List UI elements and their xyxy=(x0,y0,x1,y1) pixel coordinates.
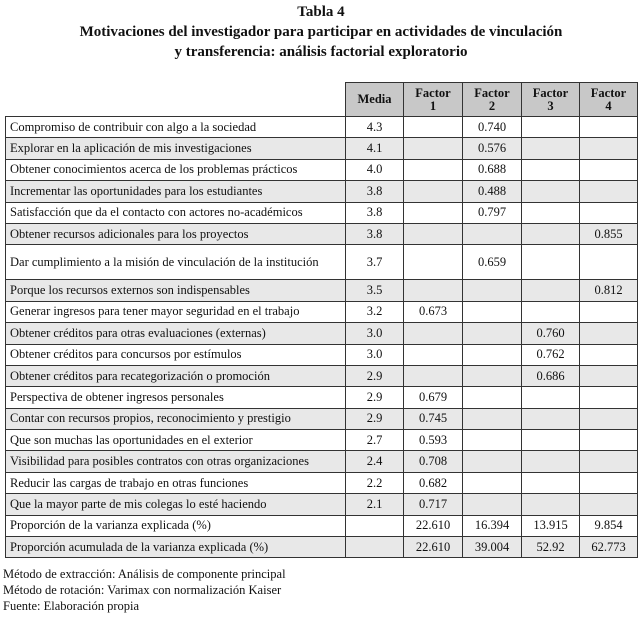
header-factor-4 xyxy=(580,83,638,117)
table-row xyxy=(6,408,638,429)
row-label: Proporción acumulada de la varianza explicada (%) xyxy=(6,537,346,558)
header-factor-4-word: Factor xyxy=(590,85,627,100)
cell-factor-4 xyxy=(580,159,638,180)
cell-factor-1: 0.717 xyxy=(404,494,463,515)
cell-factor-3: 0.762 xyxy=(522,344,580,365)
cell-factor-3 xyxy=(522,408,580,429)
table-row xyxy=(6,280,638,301)
header-factor-1-number: 1 xyxy=(429,98,437,113)
factor-analysis-table xyxy=(5,82,638,558)
cell-factor-1 xyxy=(404,181,463,202)
row-label: Obtener créditos para otras evaluaciones (externas) xyxy=(6,323,346,344)
cell-factor-1 xyxy=(404,365,463,386)
cell-factor-4 xyxy=(580,202,638,223)
cell-factor-3 xyxy=(522,181,580,202)
cell-factor-2 xyxy=(463,301,522,322)
header-media: Media xyxy=(346,83,404,117)
header-factor-3-number: 3 xyxy=(547,98,554,113)
cell-media: 4.3 xyxy=(346,117,404,138)
table-title-line-1: Motivaciones del investigador para participar en actividades de vinculación xyxy=(79,24,563,40)
table-title-line-2: y transferencia: análisis factorial exploratorio xyxy=(174,44,468,60)
row-label: Contar con recursos propios, reconocimiento y prestigio xyxy=(6,408,346,429)
row-label: Dar cumplimiento a la misión de vinculación de la institución xyxy=(6,245,346,280)
cell-factor-1: 0.682 xyxy=(404,472,463,493)
cell-factor-2: 39.004 xyxy=(463,537,522,558)
table-row xyxy=(6,202,638,223)
row-label: Que la mayor parte de mis colegas lo esté haciendo xyxy=(6,494,346,515)
table-row xyxy=(6,451,638,472)
header-factor-3 xyxy=(522,83,580,117)
cell-factor-3 xyxy=(522,117,580,138)
note-source: Fuente: Elaboración propia xyxy=(3,599,140,613)
cell-media: 3.8 xyxy=(346,223,404,244)
note-rotation-method: Método de rotación: Varimax con normalización Kaiser xyxy=(3,583,282,597)
table-row xyxy=(6,223,638,244)
cell-factor-4 xyxy=(580,323,638,344)
cell-factor-4 xyxy=(580,245,638,280)
cell-factor-2: 0.488 xyxy=(463,181,522,202)
cell-factor-4: 0.855 xyxy=(580,223,638,244)
cell-media: 4.0 xyxy=(346,159,404,180)
cell-factor-1: 0.708 xyxy=(404,451,463,472)
cell-media: 3.5 xyxy=(346,280,404,301)
cell-media: 2.7 xyxy=(346,430,404,451)
cell-factor-2 xyxy=(463,451,522,472)
cell-factor-4: 0.812 xyxy=(580,280,638,301)
cell-media: 2.1 xyxy=(346,494,404,515)
cell-factor-4 xyxy=(580,344,638,365)
cell-media: 3.2 xyxy=(346,301,404,322)
cell-factor-4 xyxy=(580,117,638,138)
table-row xyxy=(6,323,638,344)
cell-factor-2: 0.688 xyxy=(463,159,522,180)
cell-factor-1 xyxy=(404,159,463,180)
cell-factor-1: 22.610 xyxy=(404,515,463,536)
cell-factor-3 xyxy=(522,245,580,280)
cell-factor-2 xyxy=(463,223,522,244)
cell-factor-2 xyxy=(463,344,522,365)
cell-factor-3: 0.760 xyxy=(522,323,580,344)
cell-factor-3 xyxy=(522,430,580,451)
cell-factor-1 xyxy=(404,202,463,223)
cell-factor-4 xyxy=(580,301,638,322)
cell-factor-2 xyxy=(463,323,522,344)
cell-factor-2 xyxy=(463,408,522,429)
cell-factor-3 xyxy=(522,472,580,493)
table-row xyxy=(6,430,638,451)
cell-factor-1: 0.593 xyxy=(404,430,463,451)
row-label: Satisfacción que da el contacto con actores no-académicos xyxy=(6,202,346,223)
header-factor-1-word: Factor xyxy=(415,85,451,100)
table-row xyxy=(6,117,638,138)
row-label: Proporción de la varianza explicada (%) xyxy=(6,515,346,536)
cell-factor-3 xyxy=(522,451,580,472)
cell-media xyxy=(346,515,404,536)
cell-factor-3 xyxy=(522,301,580,322)
cell-factor-2 xyxy=(463,472,522,493)
header-factor-2 xyxy=(463,83,522,117)
cell-media: 2.9 xyxy=(346,365,404,386)
cell-factor-4 xyxy=(580,451,638,472)
table-notes xyxy=(3,566,286,614)
cell-media xyxy=(346,537,404,558)
header-factor-1 xyxy=(404,83,463,117)
table-number: Tabla 4 xyxy=(297,4,345,20)
cell-factor-3: 13.915 xyxy=(522,515,580,536)
table-row xyxy=(6,181,638,202)
cell-factor-4 xyxy=(580,472,638,493)
table-row xyxy=(6,365,638,386)
cell-factor-4: 62.773 xyxy=(580,537,638,558)
cell-factor-2: 16.394 xyxy=(463,515,522,536)
cell-factor-1: 0.745 xyxy=(404,408,463,429)
table-row xyxy=(6,387,638,408)
cell-factor-1 xyxy=(404,323,463,344)
header-factor-4-number: 4 xyxy=(605,98,612,113)
row-label: Perspectiva de obtener ingresos personales xyxy=(6,387,346,408)
cell-factor-4: 9.854 xyxy=(580,515,638,536)
cell-factor-1: 0.673 xyxy=(404,301,463,322)
cell-factor-1: 22.610 xyxy=(404,537,463,558)
row-label: Obtener conocimientos acerca de los problemas prácticos xyxy=(6,159,346,180)
cell-media: 3.8 xyxy=(346,181,404,202)
cell-factor-2: 0.576 xyxy=(463,138,522,159)
cell-factor-3 xyxy=(522,387,580,408)
cell-media: 4.1 xyxy=(346,138,404,159)
cell-factor-1 xyxy=(404,138,463,159)
cell-media: 3.0 xyxy=(346,323,404,344)
table-row xyxy=(6,472,638,493)
row-label: Explorar en la aplicación de mis investigaciones xyxy=(6,138,346,159)
cell-factor-3: 0.686 xyxy=(522,365,580,386)
cell-factor-2 xyxy=(463,387,522,408)
cell-factor-4 xyxy=(580,430,638,451)
cell-factor-2 xyxy=(463,365,522,386)
cell-factor-4 xyxy=(580,138,638,159)
table-row xyxy=(6,159,638,180)
cell-media: 2.4 xyxy=(346,451,404,472)
table-title-block xyxy=(0,0,642,62)
cell-factor-1 xyxy=(404,280,463,301)
cell-media: 3.8 xyxy=(346,202,404,223)
row-label: Incrementar las oportunidades para los estudiantes xyxy=(6,181,346,202)
cell-factor-3 xyxy=(522,202,580,223)
table-row xyxy=(6,344,638,365)
cell-factor-2 xyxy=(463,494,522,515)
cell-factor-2: 0.740 xyxy=(463,117,522,138)
cell-factor-2 xyxy=(463,280,522,301)
cell-factor-2: 0.659 xyxy=(463,245,522,280)
cumulative-variance-row xyxy=(6,537,638,558)
cell-factor-1 xyxy=(404,223,463,244)
cell-factor-4 xyxy=(580,494,638,515)
cell-media: 2.2 xyxy=(346,472,404,493)
cell-factor-4 xyxy=(580,408,638,429)
cell-factor-1: 0.679 xyxy=(404,387,463,408)
cell-factor-4 xyxy=(580,181,638,202)
cell-factor-3 xyxy=(522,159,580,180)
cell-factor-1 xyxy=(404,344,463,365)
cell-factor-4 xyxy=(580,387,638,408)
table-row xyxy=(6,138,638,159)
cell-media: 2.9 xyxy=(346,408,404,429)
cell-factor-1 xyxy=(404,245,463,280)
row-label: Visibilidad para posibles contratos con otras organizaciones xyxy=(6,451,346,472)
header-row xyxy=(6,83,638,117)
table-row xyxy=(6,301,638,322)
header-factor-3-word: Factor xyxy=(532,85,569,100)
row-label: Generar ingresos para tener mayor seguridad en el trabajo xyxy=(6,301,346,322)
cell-factor-2: 0.797 xyxy=(463,202,522,223)
row-label: Que son muchas las oportunidades en el exterior xyxy=(6,430,346,451)
row-label: Obtener recursos adicionales para los proyectos xyxy=(6,223,346,244)
cell-factor-4 xyxy=(580,365,638,386)
table-row xyxy=(6,494,638,515)
row-label: Obtener créditos para recategorización o promoción xyxy=(6,365,346,386)
row-label: Porque los recursos externos son indispensables xyxy=(6,280,346,301)
cell-factor-3 xyxy=(522,494,580,515)
header-factor-2-number: 2 xyxy=(488,98,496,113)
row-label: Obtener créditos para concursos por estímulos xyxy=(6,344,346,365)
row-label: Reducir las cargas de trabajo en otras funciones xyxy=(6,472,346,493)
cell-factor-2 xyxy=(463,430,522,451)
variance-row xyxy=(6,515,638,536)
header-blank-cell xyxy=(6,83,346,117)
cell-media: 3.0 xyxy=(346,344,404,365)
cell-factor-3: 52.92 xyxy=(522,537,580,558)
header-factor-2-word: Factor xyxy=(474,85,510,100)
row-label: Compromiso de contribuir con algo a la sociedad xyxy=(6,117,346,138)
cell-factor-1 xyxy=(404,117,463,138)
cell-factor-3 xyxy=(522,138,580,159)
cell-factor-3 xyxy=(522,280,580,301)
table-row xyxy=(6,245,638,280)
cell-media: 3.7 xyxy=(346,245,404,280)
cell-factor-3 xyxy=(522,223,580,244)
note-extraction-method: Método de extracción: Análisis de componente principal xyxy=(3,567,286,581)
cell-media: 2.9 xyxy=(346,387,404,408)
